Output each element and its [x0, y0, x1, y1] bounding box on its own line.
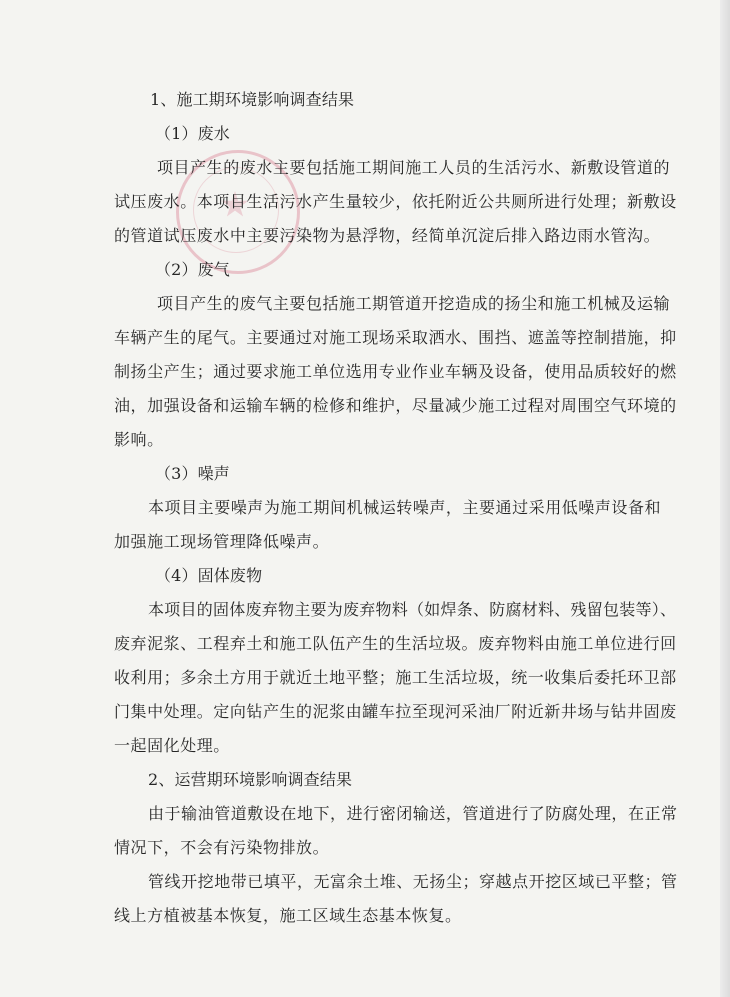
subsection-title-wastewater: （1）废水 [155, 124, 230, 143]
paragraph-line: 本项目主要噪声为施工期间机械运转噪声，主要通过采用低噪声设备和 [148, 498, 662, 517]
subsection-title-solid-waste: （4）固体废物 [155, 566, 263, 585]
paragraph-line: 情况下，不会有污染物排放。 [114, 838, 330, 857]
paragraph-line: 门集中处理。定向钻产生的泥浆由罐车拉至现河采油厂附近新井场与钻井固废 [114, 702, 677, 721]
paragraph-line: 由于输油管道敷设在地下，进行密闭输送，管道进行了防腐处理，在正常 [148, 804, 678, 823]
paragraph-line: 废弃泥浆、工程弃土和施工队伍产生的生活垃圾。废弃物料由施工单位进行回 [114, 634, 677, 653]
paragraph-line: 试压废水。本项目生活污水产生量较少，依托附近公共厕所进行处理；新敷设 [114, 192, 677, 211]
paragraph-line: 制扬尘产生；通过要求施工单位选用专业作业车辆及设备，使用品质较好的燃 [114, 362, 677, 381]
paragraph-line: 一起固化处理。 [114, 736, 230, 755]
paragraph-line: 线上方植被基本恢复，施工区域生态基本恢复。 [114, 906, 462, 925]
paragraph-line: 管线开挖地带已填平，无富余土堆、无扬尘；穿越点开挖区域已平整；管 [148, 872, 678, 891]
paragraph-line: 项目产生的废气主要包括施工期管道开挖造成的扬尘和施工机械及运输 [157, 294, 671, 313]
paragraph-line: 车辆产生的尾气。主要通过对施工现场采取洒水、围挡、遮盖等控制措施，抑 [114, 328, 677, 347]
paragraph-line: 本项目的固体废弃物主要为废弃物料（如焊条、防腐材料、残留包装等）、 [148, 600, 677, 619]
paragraph-line: 加强施工现场管理降低噪声。 [114, 532, 330, 551]
section-1-title: 1、施工期环境影响调查结果 [150, 90, 355, 109]
paragraph-line: 的管道试压废水中主要污染物为悬浮物，经简单沉淀后排入路边雨水管沟。 [114, 226, 661, 245]
subsection-title-noise: （3）噪声 [155, 464, 230, 483]
paragraph-line: 油，加强设备和运输车辆的检修和维护，尽量减少施工过程对周围空气环境的 [114, 396, 677, 415]
paragraph-line: 收利用；多余土方用于就近土地平整；施工生活垃圾，统一收集后委托环卫部 [114, 668, 677, 687]
subsection-title-exhaust: （2）废气 [155, 260, 230, 279]
paragraph-line: 影响。 [114, 430, 164, 449]
paragraph-line: 项目产生的废水主要包括施工期间施工人员的生活污水、新敷设管道的 [157, 158, 671, 177]
section-2-title: 2、运营期环境影响调查结果 [148, 770, 353, 789]
